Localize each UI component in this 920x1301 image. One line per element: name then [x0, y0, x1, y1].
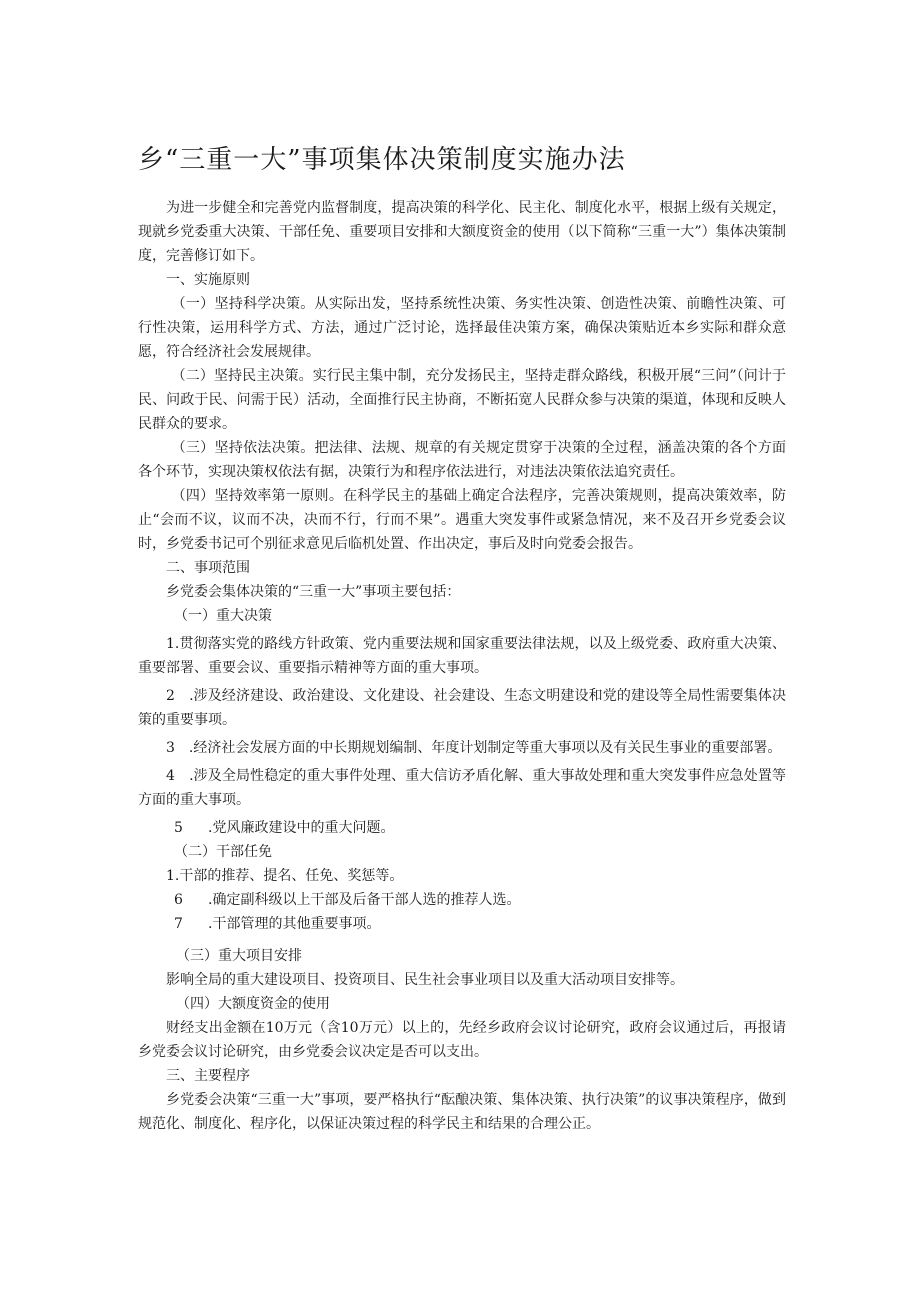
principle-scientific: （一）坚持科学决策。从实际出发，坚持系统性决策、务实性决策、创造性决策、前瞻性决策、可行性决策，运用科学方式、方法，通过广泛讨论，选择最佳决策方案，确保决策贴近本乡实际和群众意愿，符合经济社会发展规律。: [138, 296, 786, 360]
list-item: [138, 816, 786, 840]
list-item: 1.干部的推荐、提名、任免、奖惩等。: [166, 868, 404, 884]
subheading-major-projects: （三）重大项目安排: [176, 948, 302, 964]
intro-paragraph: 为进一步健全和完善党内监督制度，提高决策的科学化、民主化、制度化水平，根据上级有关规定，现就乡党委重大决策、干部任免、重要项目安排和大额度资金的使用（以下简称“三重一大”）集体决策制度，完善修订如下。: [138, 200, 786, 264]
list-item-number: 6: [174, 892, 183, 908]
section-heading-principles: 一、实施原则: [166, 272, 250, 288]
list-item-text: .党风廉政建设中的重大问题。: [208, 820, 395, 836]
list-item: [138, 888, 786, 912]
subheading-large-funds: （四）大额度资金的使用: [176, 996, 330, 1012]
list-item: 2 .涉及经济建设、政治建设、文化建设、社会建设、生态文明建设和党的建设等全局性需要集体决策的重要事项。: [138, 688, 786, 728]
scope-lead: 乡党委会集体决策的“三重一大”事项主要包括：: [166, 584, 461, 600]
document-title: 乡“三重一大”事项集体决策制度实施办法: [138, 145, 626, 175]
list-item: 4 .涉及全局性稳定的重大事件处理、重大信访矛盾化解、重大事故处理和重大突发事件应急处置等方面的重大事项。: [138, 768, 786, 808]
list-item: 3 .经济社会发展方面的中长期规划编制、年度计划制定等重大事项以及有关民生事业的重要部署。: [166, 740, 782, 756]
subheading-major-decisions: （一）重大决策: [174, 608, 272, 624]
principle-legal: （三）坚持依法决策。把法律、法规、规章的有关规定贯穿于决策的全过程，涵盖决策的各个方面各个环节，实现决策权依法有据，决策行为和程序依法进行，对违法决策依法追究责任。: [138, 440, 786, 480]
principle-democratic: （二）坚持民主决策。实行民主集中制，充分发扬民主，坚持走群众路线，积极开展“三问”（问计于民、问政于民、问需于民）活动，全面推行民主协商，不断拓宽人民群众参与决策的渠道，体现和反映人民群众的要求。: [138, 368, 786, 432]
large-funds-text: 财经支出金额在10万元（含10万元）以上的，先经乡政府会议讨论研究，政府会议通过后，再报请乡党委会议讨论研究，由乡党委会议决定是否可以支出。: [138, 1020, 786, 1060]
list-item: [138, 912, 786, 936]
list-item-number: 5: [174, 820, 183, 836]
section-heading-procedures: 三、主要程序: [166, 1068, 250, 1084]
list-item: 1.贯彻落实党的路线方针政策、党内重要法规和国家重要法律法规，以及上级党委、政府重大决策、重要部署、重要会议、重要指示精神等方面的重大事项。: [138, 636, 786, 676]
subheading-cadre-appointment: （二）干部任免: [174, 844, 272, 860]
section-heading-scope: 二、事项范围: [166, 560, 250, 576]
principle-efficiency: （四）坚持效率第一原则。在科学民主的基础上确定合法程序，完善决策规则，提高决策效率，防止“会而不议，议而不决，决而不行，行而不果”。遇重大突发事件或紧急情况，来不及召开乡党委会议时，乡党委书记可个别征求意见后临机处置、作出决定，事后及时向党委会报告。: [138, 488, 786, 552]
major-projects-text: 影响全局的重大建设项目、投资项目、民生社会事业项目以及重大活动项目安排等。: [166, 972, 684, 988]
list-item-text: .确定副科级以上干部及后备干部人选的推荐人选。: [208, 892, 521, 908]
document-page: [138, 140, 786, 1136]
list-item-text: .干部管理的其他重要事项。: [208, 916, 381, 932]
procedures-text: 乡党委会决策“三重一大”事项，要严格执行“酝酿决策、集体决策、执行决策”的议事决策程序，做到规范化、制度化、程序化，以保证决策过程的科学民主和结果的合理公正。: [138, 1092, 786, 1132]
list-item-number: 7: [174, 916, 183, 932]
